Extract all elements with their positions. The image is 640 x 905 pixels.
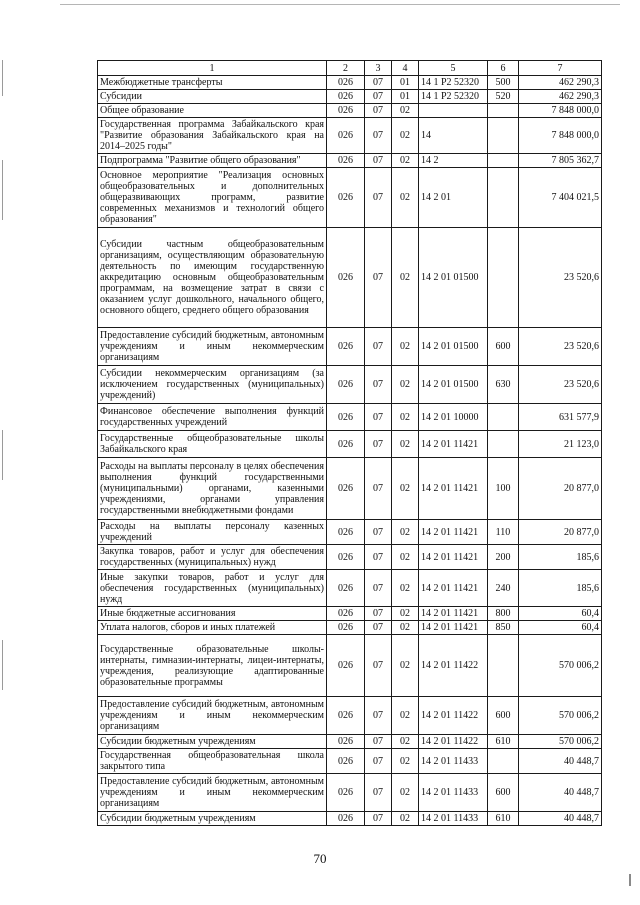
row-code-cell: 026 (327, 366, 365, 404)
row-amount-cell: 462 290,3 (519, 76, 602, 90)
row-target-cell: 14 2 01 11433 (419, 812, 488, 826)
scan-margin-mark (2, 160, 3, 220)
row-name-cell: Субсидии бюджетным учреждениям (98, 812, 327, 826)
row-type-cell: 610 (488, 812, 519, 826)
row-subsection-cell: 01 (392, 76, 419, 90)
row-section-cell: 07 (365, 621, 392, 635)
table-row (98, 118, 602, 154)
row-amount-cell: 40 448,7 (519, 812, 602, 826)
scan-margin-mark (2, 60, 3, 96)
row-amount-cell: 40 448,7 (519, 749, 602, 774)
row-amount-cell: 7 805 362,7 (519, 154, 602, 168)
budget-table (97, 60, 602, 826)
row-type-cell: 200 (488, 545, 519, 570)
row-code-cell: 026 (327, 328, 365, 366)
row-target-cell: 14 1 P2 52320 (419, 90, 488, 104)
row-section-cell: 07 (365, 154, 392, 168)
row-target-cell: 14 2 01 01500 (419, 228, 488, 328)
row-section-cell: 07 (365, 404, 392, 431)
row-subsection-cell: 02 (392, 812, 419, 826)
table-row (98, 154, 602, 168)
row-type-cell (488, 168, 519, 228)
row-subsection-cell: 02 (392, 118, 419, 154)
table-row (98, 545, 602, 570)
row-target-cell: 14 2 01 01500 (419, 328, 488, 366)
row-section-cell: 07 (365, 607, 392, 621)
row-type-cell (488, 635, 519, 697)
row-target-cell: 14 2 01 10000 (419, 404, 488, 431)
row-code-cell: 026 (327, 76, 365, 90)
row-type-cell: 600 (488, 697, 519, 735)
row-code-cell: 026 (327, 90, 365, 104)
row-target-cell: 14 2 01 (419, 168, 488, 228)
header-cell: 4 (392, 61, 419, 76)
row-section-cell: 07 (365, 118, 392, 154)
row-type-cell: 100 (488, 458, 519, 520)
row-name-cell: Предоставление субсидий бюджетным, автономным учреждениям и иным некоммерческим организациям (98, 328, 327, 366)
row-amount-cell: 23 520,6 (519, 366, 602, 404)
row-section-cell: 07 (365, 570, 392, 607)
row-section-cell: 07 (365, 90, 392, 104)
row-name-cell: Государственные образовательные школы-интернаты, гимназии-интернаты, лицеи-интернаты, учреждения, реализующие адаптированные образовательные программы (98, 635, 327, 697)
row-code-cell: 026 (327, 749, 365, 774)
row-type-cell: 110 (488, 520, 519, 545)
row-name-cell: Закупка товаров, работ и услуг для обеспечения государственных (муниципальных) нужд (98, 545, 327, 570)
row-section-cell: 07 (365, 697, 392, 735)
row-target-cell: 14 2 (419, 154, 488, 168)
row-type-cell: 800 (488, 607, 519, 621)
row-subsection-cell: 02 (392, 635, 419, 697)
scan-top-edge (60, 4, 620, 5)
table-row (98, 635, 602, 697)
row-type-cell: 240 (488, 570, 519, 607)
table-row (98, 328, 602, 366)
row-name-cell: Межбюджетные трансферты (98, 76, 327, 90)
row-target-cell: 14 1 P2 52320 (419, 76, 488, 90)
table-row (98, 104, 602, 118)
header-cell: 6 (488, 61, 519, 76)
row-code-cell: 026 (327, 697, 365, 735)
row-target-cell (419, 104, 488, 118)
row-section-cell: 07 (365, 76, 392, 90)
row-target-cell: 14 2 01 11422 (419, 735, 488, 749)
row-code-cell: 026 (327, 635, 365, 697)
row-type-cell (488, 228, 519, 328)
header-cell: 7 (519, 61, 602, 76)
row-type-cell: 630 (488, 366, 519, 404)
row-subsection-cell: 02 (392, 328, 419, 366)
header-cell: 2 (327, 61, 365, 76)
row-type-cell (488, 431, 519, 458)
row-amount-cell: 631 577,9 (519, 404, 602, 431)
row-code-cell: 026 (327, 104, 365, 118)
row-amount-cell: 7 848 000,0 (519, 118, 602, 154)
table-row (98, 366, 602, 404)
row-section-cell: 07 (365, 812, 392, 826)
row-section-cell: 07 (365, 635, 392, 697)
row-code-cell: 026 (327, 458, 365, 520)
table-row (98, 458, 602, 520)
row-type-cell (488, 104, 519, 118)
row-code-cell: 026 (327, 607, 365, 621)
table-row (98, 697, 602, 735)
row-type-cell (488, 749, 519, 774)
row-name-cell: Иные закупки товаров, работ и услуг для обеспечения государственных (муниципальных) нужд (98, 570, 327, 607)
row-name-cell: Основное мероприятие "Реализация основных общеобразовательных и дополнительных общеразвивающих программ, развитие современных механизмов и технологий общего образования" (98, 168, 327, 228)
row-code-cell: 026 (327, 735, 365, 749)
row-subsection-cell: 02 (392, 154, 419, 168)
row-section-cell: 07 (365, 545, 392, 570)
row-name-cell: Расходы на выплаты персоналу казенных учреждений (98, 520, 327, 545)
row-code-cell: 026 (327, 118, 365, 154)
row-type-cell (488, 404, 519, 431)
row-name-cell: Подпрограмма "Развитие общего образования" (98, 154, 327, 168)
row-section-cell: 07 (365, 774, 392, 812)
table-row (98, 735, 602, 749)
row-amount-cell: 185,6 (519, 545, 602, 570)
row-name-cell: Общее образование (98, 104, 327, 118)
row-code-cell: 026 (327, 520, 365, 545)
row-amount-cell: 7 404 021,5 (519, 168, 602, 228)
row-subsection-cell: 02 (392, 228, 419, 328)
row-section-cell: 07 (365, 749, 392, 774)
row-type-cell (488, 154, 519, 168)
row-target-cell: 14 2 01 11421 (419, 621, 488, 635)
row-section-cell: 07 (365, 735, 392, 749)
row-amount-cell: 20 877,0 (519, 458, 602, 520)
row-code-cell: 026 (327, 404, 365, 431)
row-section-cell: 07 (365, 431, 392, 458)
row-name-cell: Субсидии бюджетным учреждениям (98, 735, 327, 749)
row-type-cell: 610 (488, 735, 519, 749)
row-amount-cell: 570 006,2 (519, 635, 602, 697)
row-amount-cell: 462 290,3 (519, 90, 602, 104)
row-target-cell: 14 2 01 11422 (419, 635, 488, 697)
row-target-cell: 14 2 01 11421 (419, 570, 488, 607)
header-cell: 3 (365, 61, 392, 76)
row-section-cell: 07 (365, 228, 392, 328)
row-name-cell: Расходы на выплаты персоналу в целях обеспечения выполнения функций государственными (муниципальными) органами, казенными учреждениями, органами управления государственными внебюджетными фондами (98, 458, 327, 520)
row-name-cell: Уплата налогов, сборов и иных платежей (98, 621, 327, 635)
row-subsection-cell: 02 (392, 104, 419, 118)
row-code-cell: 026 (327, 621, 365, 635)
table-row (98, 168, 602, 228)
row-subsection-cell: 02 (392, 168, 419, 228)
table-row (98, 431, 602, 458)
header-cell: 5 (419, 61, 488, 76)
row-name-cell: Иные бюджетные ассигнования (98, 607, 327, 621)
table-row (98, 812, 602, 826)
table-row (98, 749, 602, 774)
table-row (98, 520, 602, 545)
row-subsection-cell: 02 (392, 458, 419, 520)
table-row (98, 404, 602, 431)
row-target-cell: 14 2 01 11421 (419, 458, 488, 520)
scan-margin-mark (2, 430, 3, 480)
row-amount-cell: 23 520,6 (519, 228, 602, 328)
row-target-cell: 14 2 01 01500 (419, 366, 488, 404)
row-subsection-cell: 02 (392, 607, 419, 621)
row-section-cell: 07 (365, 520, 392, 545)
row-amount-cell: 21 123,0 (519, 431, 602, 458)
row-target-cell: 14 2 01 11421 (419, 607, 488, 621)
row-code-cell: 026 (327, 774, 365, 812)
row-amount-cell: 40 448,7 (519, 774, 602, 812)
row-name-cell: Государственная программа Забайкальского края "Развитие образования Забайкальского края на 2014–2025 годы" (98, 118, 327, 154)
row-target-cell: 14 2 01 11433 (419, 749, 488, 774)
row-section-cell: 07 (365, 366, 392, 404)
row-target-cell: 14 2 01 11422 (419, 697, 488, 735)
row-name-cell: Финансовое обеспечение выполнения функций государственных учреждений (98, 404, 327, 431)
row-name-cell: Предоставление субсидий бюджетным, автономным учреждениям и иным некоммерческим организациям (98, 774, 327, 812)
table-row (98, 570, 602, 607)
row-amount-cell: 60,4 (519, 621, 602, 635)
row-target-cell: 14 2 01 11421 (419, 431, 488, 458)
row-subsection-cell: 02 (392, 697, 419, 735)
row-amount-cell: 570 006,2 (519, 697, 602, 735)
row-code-cell: 026 (327, 228, 365, 328)
row-target-cell: 14 (419, 118, 488, 154)
table-row (98, 774, 602, 812)
row-amount-cell: 7 848 000,0 (519, 104, 602, 118)
row-name-cell: Государственная общеобразовательная школа закрытого типа (98, 749, 327, 774)
row-code-cell: 026 (327, 545, 365, 570)
row-subsection-cell: 02 (392, 366, 419, 404)
table-header-row (98, 61, 602, 76)
row-section-cell: 07 (365, 458, 392, 520)
table-row (98, 76, 602, 90)
table-row (98, 607, 602, 621)
row-amount-cell: 60,4 (519, 607, 602, 621)
row-section-cell: 07 (365, 104, 392, 118)
scan-margin-mark (2, 640, 3, 690)
row-subsection-cell: 02 (392, 621, 419, 635)
row-code-cell: 026 (327, 570, 365, 607)
table-row (98, 90, 602, 104)
row-amount-cell: 185,6 (519, 570, 602, 607)
row-amount-cell: 23 520,6 (519, 328, 602, 366)
header-cell: 1 (98, 61, 327, 76)
row-type-cell: 500 (488, 76, 519, 90)
row-subsection-cell: 01 (392, 90, 419, 104)
row-amount-cell: 20 877,0 (519, 520, 602, 545)
row-type-cell: 600 (488, 328, 519, 366)
row-target-cell: 14 2 01 11433 (419, 774, 488, 812)
row-subsection-cell: 02 (392, 749, 419, 774)
row-amount-cell: 570 006,2 (519, 735, 602, 749)
row-section-cell: 07 (365, 328, 392, 366)
row-code-cell: 026 (327, 812, 365, 826)
row-code-cell: 026 (327, 431, 365, 458)
scan-edge-mark (629, 874, 631, 886)
row-type-cell: 600 (488, 774, 519, 812)
row-type-cell: 520 (488, 90, 519, 104)
page-number: 70 (313, 851, 327, 866)
row-name-cell: Государственные общеобразовательные школы Забайкальского края (98, 431, 327, 458)
row-subsection-cell: 02 (392, 774, 419, 812)
row-code-cell: 026 (327, 154, 365, 168)
row-section-cell: 07 (365, 168, 392, 228)
row-name-cell: Субсидии некоммерческим организациям (за исключением государственных (муниципальных) учреждений) (98, 366, 327, 404)
table-row (98, 621, 602, 635)
row-code-cell: 026 (327, 168, 365, 228)
row-subsection-cell: 02 (392, 404, 419, 431)
row-target-cell: 14 2 01 11421 (419, 520, 488, 545)
row-type-cell: 850 (488, 621, 519, 635)
row-name-cell: Субсидии (98, 90, 327, 104)
row-subsection-cell: 02 (392, 570, 419, 607)
row-subsection-cell: 02 (392, 545, 419, 570)
table-row (98, 228, 602, 328)
row-subsection-cell: 02 (392, 520, 419, 545)
row-name-cell: Субсидии частным общеобразовательным организациям, осуществляющим образовательную деятельность по имеющим государственную аккредитацию основным общеобразовательным программам, на возмещение затрат в связи с оказанием услуг дошкольного, начального общего, основного общего, среднего общего образования (98, 228, 327, 328)
row-type-cell (488, 118, 519, 154)
row-subsection-cell: 02 (392, 735, 419, 749)
row-subsection-cell: 02 (392, 431, 419, 458)
row-target-cell: 14 2 01 11421 (419, 545, 488, 570)
row-name-cell: Предоставление субсидий бюджетным, автономным учреждениям и иным некоммерческим организациям (98, 697, 327, 735)
